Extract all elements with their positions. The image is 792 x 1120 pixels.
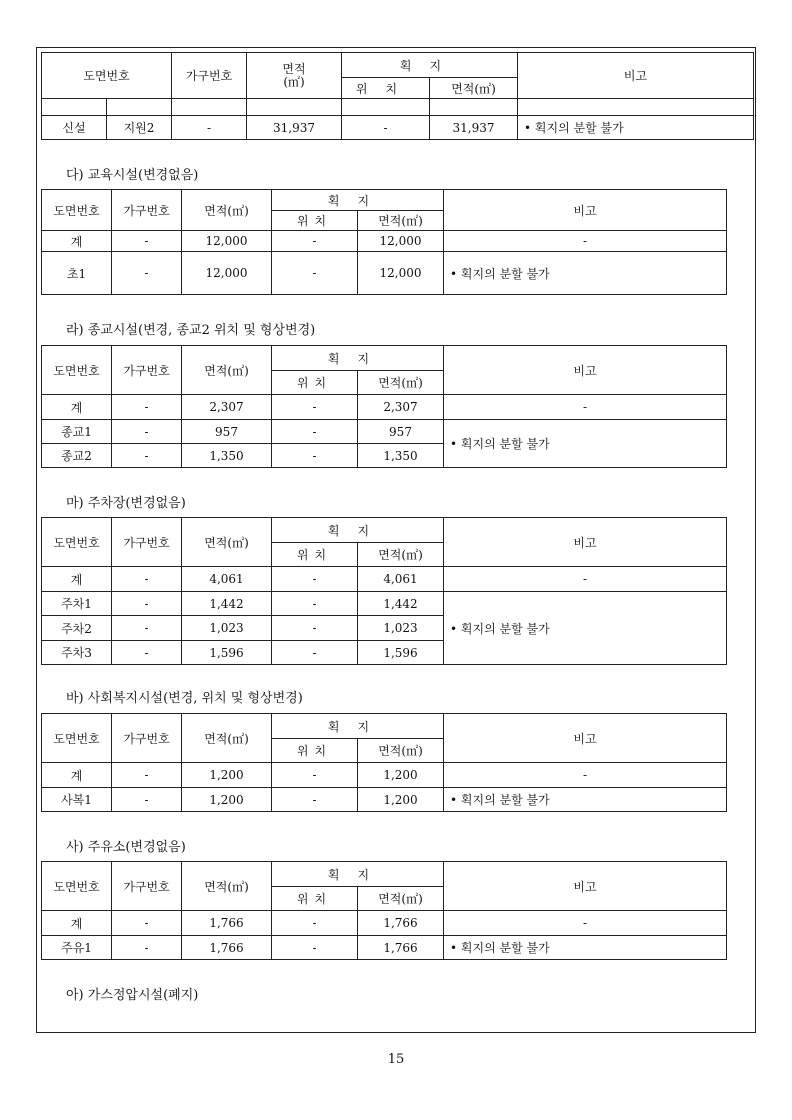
header-location-label: 위치 xyxy=(296,548,333,562)
cell-area: 1,766 xyxy=(182,936,272,960)
cell-remarks: • 획지의 분할 불가 xyxy=(444,936,727,960)
header-location xyxy=(342,78,430,99)
header-drawing-no: 도면번호 xyxy=(42,862,112,911)
continued-lot-table xyxy=(41,52,754,140)
cell-area: 12,000 xyxy=(182,231,272,252)
cell-area: 1,023 xyxy=(182,616,272,641)
cell-remarks: - xyxy=(444,231,727,252)
cell-location: - xyxy=(272,936,358,960)
header-lot xyxy=(272,862,444,887)
header-household-no: 가구번호 xyxy=(112,518,182,567)
header-lot-label: 획지 xyxy=(327,351,388,366)
cell-drawing-no: 계 xyxy=(42,231,112,252)
header-location-label: 위치 xyxy=(296,376,333,390)
cell-drawing-no: 지원2 xyxy=(107,116,172,140)
cell-location: - xyxy=(272,567,358,592)
cell-area: 1,200 xyxy=(182,763,272,788)
header-location xyxy=(272,371,358,395)
header-lot-area: 면적(㎡) xyxy=(358,543,444,567)
cell-household-no: - xyxy=(112,616,182,641)
table-row xyxy=(42,116,754,140)
cell-area: 4,061 xyxy=(182,567,272,592)
cell-drawing-no: 종교2 xyxy=(42,444,112,468)
cell-area: 1,766 xyxy=(182,911,272,936)
cell-area: 12,000 xyxy=(182,252,272,295)
social-welfare-table xyxy=(41,713,727,812)
header-area: 면적(㎡) xyxy=(182,190,272,231)
header-location-label: 위치 xyxy=(355,81,416,96)
cell-drawing-no: 사복1 xyxy=(42,788,112,812)
header-area: 면적(㎡) xyxy=(182,346,272,395)
cell-remarks: • 획지의 분할 불가 xyxy=(518,116,754,140)
header-remarks: 비고 xyxy=(444,518,727,567)
header-household-no: 가구번호 xyxy=(112,190,182,231)
cell-lot-area: 1,200 xyxy=(358,763,444,788)
cell-area: 957 xyxy=(182,420,272,444)
cell-location: - xyxy=(272,252,358,295)
header-lot-label: 획지 xyxy=(327,719,388,734)
header-lot-label: 획지 xyxy=(327,523,388,538)
cell-remarks: - xyxy=(444,395,727,420)
cell-drawing-no: 주차3 xyxy=(42,641,112,665)
cell-drawing-no: 주차2 xyxy=(42,616,112,641)
header-lot-label: 획지 xyxy=(327,867,388,882)
cell-area: 1,200 xyxy=(182,788,272,812)
empty-cell xyxy=(42,99,107,116)
cell-household-no: - xyxy=(112,641,182,665)
cell-lot-area: 1,442 xyxy=(358,592,444,616)
gas-station-table xyxy=(41,861,727,960)
cell-remarks: - xyxy=(444,911,727,936)
table-row xyxy=(42,252,727,295)
header-household-no: 가구번호 xyxy=(112,714,182,763)
cell-household-no: - xyxy=(112,444,182,468)
header-remarks: 비고 xyxy=(444,862,727,911)
cell-area: 2,307 xyxy=(182,395,272,420)
header-location xyxy=(272,739,358,763)
cell-household-no: - xyxy=(112,592,182,616)
header-drawing-no: 도면번호 xyxy=(42,346,112,395)
section-title-religious: 라) 종교시설(변경, 종교2 위치 및 형상변경) xyxy=(66,323,316,338)
table-row xyxy=(42,763,727,788)
cell-drawing-no: 주차1 xyxy=(42,592,112,616)
table-row xyxy=(42,231,727,252)
table-row xyxy=(42,592,727,616)
cell-area: 1,596 xyxy=(182,641,272,665)
table-row xyxy=(42,567,727,592)
table-row xyxy=(42,788,727,812)
cell-location: - xyxy=(272,444,358,468)
cell-household-no: - xyxy=(172,116,247,140)
table-row xyxy=(42,420,727,444)
header-area-label: 면적 xyxy=(282,61,306,76)
cell-lot-area: 12,000 xyxy=(358,252,444,295)
cell-location: - xyxy=(342,116,430,140)
cell-lot-area: 2,307 xyxy=(358,395,444,420)
cell-lot-area: 957 xyxy=(358,420,444,444)
cell-remarks: • 획지의 분할 불가 xyxy=(444,788,727,812)
cell-drawing-no: 계 xyxy=(42,911,112,936)
cell-drawing-no: 계 xyxy=(42,395,112,420)
cell-household-no: - xyxy=(112,763,182,788)
cell-lot-area: 1,200 xyxy=(358,788,444,812)
section-title-social-welfare: 바) 사회복지시설(변경, 위치 및 형상변경) xyxy=(66,691,303,706)
header-area-unit: (㎡) xyxy=(283,74,305,89)
cell-drawing-no: 종교1 xyxy=(42,420,112,444)
table-row xyxy=(42,395,727,420)
section-title-parking: 마) 주차장(변경없음) xyxy=(66,496,186,511)
header-lot xyxy=(342,53,518,78)
header-lot xyxy=(272,518,444,543)
cell-lot-area: 1,596 xyxy=(358,641,444,665)
education-facility-table xyxy=(41,189,727,295)
header-lot xyxy=(272,714,444,739)
cell-household-no: - xyxy=(112,936,182,960)
cell-lot-area: 12,000 xyxy=(358,231,444,252)
header-location-label: 위치 xyxy=(296,744,333,758)
cell-location: - xyxy=(272,592,358,616)
section-title-education: 다) 교육시설(변경없음) xyxy=(66,168,199,183)
cell-drawing-no: 계 xyxy=(42,763,112,788)
page-number: 15 xyxy=(387,1052,405,1067)
header-drawing-no: 도면번호 xyxy=(42,518,112,567)
cell-location: - xyxy=(272,395,358,420)
header-lot xyxy=(272,190,444,211)
cell-lot-area: 1,023 xyxy=(358,616,444,641)
header-area: 면적(㎡) xyxy=(182,518,272,567)
header-lot-label: 획지 xyxy=(399,58,460,73)
religious-facility-table xyxy=(41,345,727,468)
cell-location: - xyxy=(272,420,358,444)
cell-household-no: - xyxy=(112,567,182,592)
header-location xyxy=(272,887,358,911)
header-lot-area: 면적(㎡) xyxy=(358,887,444,911)
header-lot-area: 면적(㎡) xyxy=(358,211,444,231)
header-area: 면적(㎡) xyxy=(182,714,272,763)
cell-household-no: - xyxy=(112,788,182,812)
empty-cell xyxy=(247,99,342,116)
header-household-no: 가구번호 xyxy=(112,346,182,395)
cell-location: - xyxy=(272,788,358,812)
cell-remarks: - xyxy=(444,567,727,592)
cell-location: - xyxy=(272,763,358,788)
header-lot xyxy=(272,346,444,371)
empty-cell xyxy=(172,99,247,116)
parking-table xyxy=(41,517,727,665)
section-title-gas-station: 사) 주유소(변경없음) xyxy=(66,840,186,855)
empty-cell xyxy=(107,99,172,116)
cell-location: - xyxy=(272,231,358,252)
header-remarks: 비고 xyxy=(444,190,727,231)
cell-household-no: - xyxy=(112,395,182,420)
table-row xyxy=(42,911,727,936)
header-lot-label: 획지 xyxy=(327,193,388,208)
cell-category: 신설 xyxy=(42,116,107,140)
cell-remarks: • 획지의 분할 불가 xyxy=(444,592,727,665)
cell-remarks: - xyxy=(444,763,727,788)
cell-location: - xyxy=(272,641,358,665)
cell-drawing-no: 초1 xyxy=(42,252,112,295)
header-lot-area: 면적(㎡) xyxy=(430,78,518,99)
cell-location: - xyxy=(272,616,358,641)
empty-cell xyxy=(518,99,754,116)
empty-cell xyxy=(430,99,518,116)
header-remarks: 비고 xyxy=(444,346,727,395)
header-drawing-no: 도면번호 xyxy=(42,53,172,99)
empty-cell xyxy=(342,99,430,116)
cell-lot-area: 31,937 xyxy=(430,116,518,140)
header-remarks: 비고 xyxy=(518,53,754,99)
header-household-no: 가구번호 xyxy=(172,53,247,99)
cell-drawing-no: 주유1 xyxy=(42,936,112,960)
section-title-gas-pressure: 아) 가스정압시설(폐지) xyxy=(66,988,199,1003)
header-drawing-no: 도면번호 xyxy=(42,190,112,231)
cell-lot-area: 1,766 xyxy=(358,936,444,960)
cell-lot-area: 1,350 xyxy=(358,444,444,468)
cell-household-no: - xyxy=(112,231,182,252)
cell-lot-area: 1,766 xyxy=(358,911,444,936)
cell-area: 31,937 xyxy=(247,116,342,140)
cell-lot-area: 4,061 xyxy=(358,567,444,592)
cell-remarks: • 획지의 분할 불가 xyxy=(444,252,727,295)
cell-household-no: - xyxy=(112,911,182,936)
header-drawing-no: 도면번호 xyxy=(42,714,112,763)
cell-remarks: • 획지의 분할 불가 xyxy=(444,420,727,468)
cell-drawing-no: 계 xyxy=(42,567,112,592)
header-location xyxy=(272,543,358,567)
table-row xyxy=(42,936,727,960)
header-location-label: 위치 xyxy=(296,892,333,906)
header-remarks: 비고 xyxy=(444,714,727,763)
header-location xyxy=(272,211,358,231)
cell-area: 1,350 xyxy=(182,444,272,468)
header-lot-area: 면적(㎡) xyxy=(358,739,444,763)
header-location-label: 위치 xyxy=(296,214,333,228)
header-household-no: 가구번호 xyxy=(112,862,182,911)
header-lot-area: 면적(㎡) xyxy=(358,371,444,395)
cell-location: - xyxy=(272,911,358,936)
cell-household-no: - xyxy=(112,420,182,444)
cell-household-no: - xyxy=(112,252,182,295)
header-area: 면적(㎡) xyxy=(182,862,272,911)
cell-area: 1,442 xyxy=(182,592,272,616)
header-area xyxy=(247,53,342,99)
